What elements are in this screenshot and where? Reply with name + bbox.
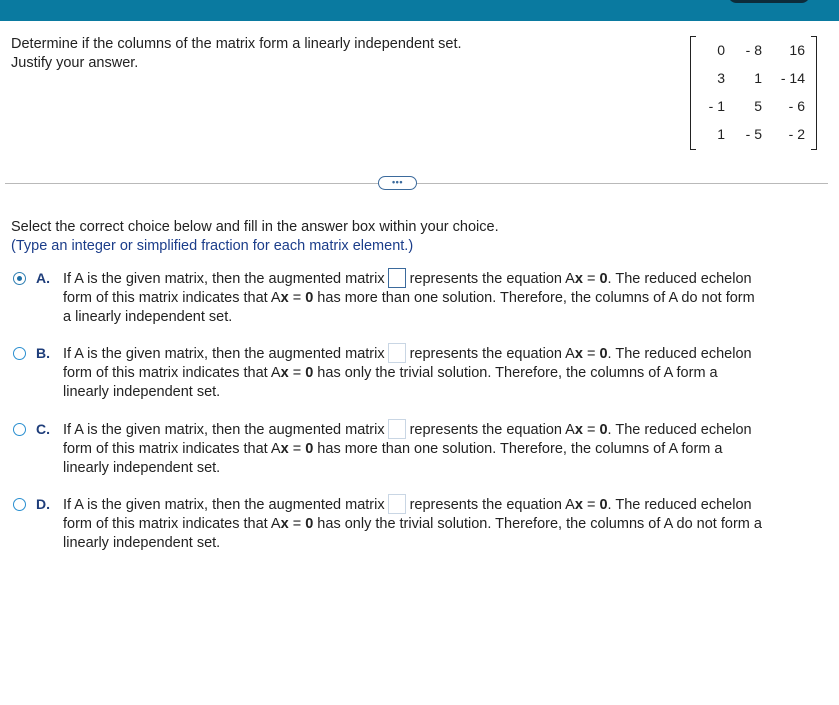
- choice-text-part: form of this matrix indicates that A: [63, 290, 281, 306]
- choice-text-part: form of this matrix indicates that A: [63, 365, 281, 381]
- matrix-cell: 3: [717, 70, 725, 86]
- matrix-left-bracket: [690, 36, 696, 150]
- choice-text-part: =: [582, 422, 600, 438]
- choice-text-part: form of this matrix indicates that A: [63, 441, 281, 457]
- choice-text-part: If A is the given matrix, then the augmented matrix: [63, 497, 385, 513]
- matrix-right-bracket: [811, 36, 817, 150]
- choice-text: [63, 268, 833, 327]
- choice-text-part: 0: [305, 290, 314, 306]
- choice-text-part: =: [288, 365, 306, 381]
- instructions: [11, 218, 499, 256]
- choice-text-part: 0: [599, 422, 608, 438]
- choice-text-part: =: [288, 516, 306, 532]
- choice-text-part: has more than one solution. Therefore, the columns of A do not form: [313, 290, 755, 306]
- choice-text-part: =: [582, 271, 600, 287]
- matrix-cell: 1: [754, 70, 762, 86]
- instructions-hint: (Type an integer or simplified fraction for each matrix element.): [11, 238, 414, 254]
- more-options-button[interactable]: •••: [378, 176, 417, 190]
- choice-text-part: 0: [305, 365, 314, 381]
- choice-text-part: If A is the given matrix, then the augmented matrix: [63, 346, 385, 362]
- choice-text-part: x: [280, 441, 289, 457]
- question-prompt: [11, 35, 462, 73]
- choice-text-part: 0: [599, 271, 608, 287]
- choice-text-part: linearly independent set.: [63, 535, 221, 551]
- radio-button[interactable]: [13, 347, 26, 360]
- choice-text-part: =: [288, 441, 306, 457]
- radio-button-selected[interactable]: [13, 272, 26, 285]
- matrix-cell: 16: [789, 42, 805, 58]
- choice-text-part: =: [288, 290, 306, 306]
- question-line-2: Justify your answer.: [11, 55, 139, 71]
- matrix-cell: - 2: [788, 126, 805, 142]
- radio-button[interactable]: [13, 498, 26, 511]
- matrix-cell: - 1: [708, 98, 725, 114]
- header-tab[interactable]: [728, 0, 810, 3]
- choice-text-part: 0: [599, 346, 608, 362]
- choice-text-part: a linearly independent set.: [63, 309, 233, 325]
- choice-letter: B.: [36, 345, 50, 361]
- choice-text-part: If A is the given matrix, then the augmented matrix: [63, 271, 385, 287]
- augmented-matrix-answer-box[interactable]: [388, 494, 406, 514]
- choice-text-part: x: [574, 346, 583, 362]
- choice-text-part: . The reduced echelon: [607, 271, 752, 287]
- choice-text-part: represents the equation A: [409, 497, 575, 513]
- choice-text-part: . The reduced echelon: [607, 346, 752, 362]
- augmented-matrix-answer-box[interactable]: [388, 419, 406, 439]
- matrix-cell: 1: [717, 126, 725, 142]
- choice-text-part: represents the equation A: [409, 346, 575, 362]
- matrix-cell: - 8: [745, 42, 762, 58]
- choice-text-part: x: [574, 271, 583, 287]
- matrix-cell: - 14: [780, 70, 805, 86]
- choice-text-part: form of this matrix indicates that A: [63, 516, 281, 532]
- augmented-matrix-answer-box[interactable]: [388, 343, 406, 363]
- choice-text-part: If A is the given matrix, then the augmented matrix: [63, 422, 385, 438]
- instructions-line-1: Select the correct choice below and fill in the answer box within your choice.: [11, 219, 499, 235]
- choice-letter: D.: [36, 496, 50, 512]
- choice-text: [63, 343, 833, 402]
- choice-text-part: x: [574, 497, 583, 513]
- choice-text-part: represents the equation A: [409, 422, 575, 438]
- choice-letter: A.: [36, 270, 50, 286]
- header-bar: [0, 0, 839, 21]
- choice-text-part: x: [280, 365, 289, 381]
- choice-text-part: x: [280, 290, 289, 306]
- choice-text-part: x: [574, 422, 583, 438]
- choice-text-part: 0: [305, 441, 314, 457]
- choice-text-part: =: [582, 497, 600, 513]
- choice-text-part: has only the trivial solution. Therefore, the columns of A form a: [313, 365, 718, 381]
- radio-button[interactable]: [13, 423, 26, 436]
- choice-text-part: linearly independent set.: [63, 384, 221, 400]
- choice-text-part: . The reduced echelon: [607, 422, 752, 438]
- choice-text-part: 0: [305, 516, 314, 532]
- matrix-cell: - 6: [788, 98, 805, 114]
- choice-text: [63, 419, 833, 478]
- choice-text-part: =: [582, 346, 600, 362]
- choice-text-part: 0: [599, 497, 608, 513]
- question-line-1: Determine if the columns of the matrix form a linearly independent set.: [11, 36, 462, 52]
- choice-text-part: has more than one solution. Therefore, the columns of A form a: [313, 441, 723, 457]
- choice-text-part: . The reduced echelon: [607, 497, 752, 513]
- choice-text-part: has only the trivial solution. Therefore, the columns of A do not form a: [313, 516, 762, 532]
- augmented-matrix-answer-box[interactable]: [388, 268, 406, 288]
- matrix-cell: 0: [717, 42, 725, 58]
- choice-text-part: linearly independent set.: [63, 460, 221, 476]
- choice-text-part: represents the equation A: [409, 271, 575, 287]
- choice-text: [63, 494, 833, 553]
- given-matrix: [688, 36, 819, 150]
- choice-letter: C.: [36, 421, 50, 437]
- choice-text-part: x: [280, 516, 289, 532]
- matrix-cell: - 5: [745, 126, 762, 142]
- matrix-cell: 5: [754, 98, 762, 114]
